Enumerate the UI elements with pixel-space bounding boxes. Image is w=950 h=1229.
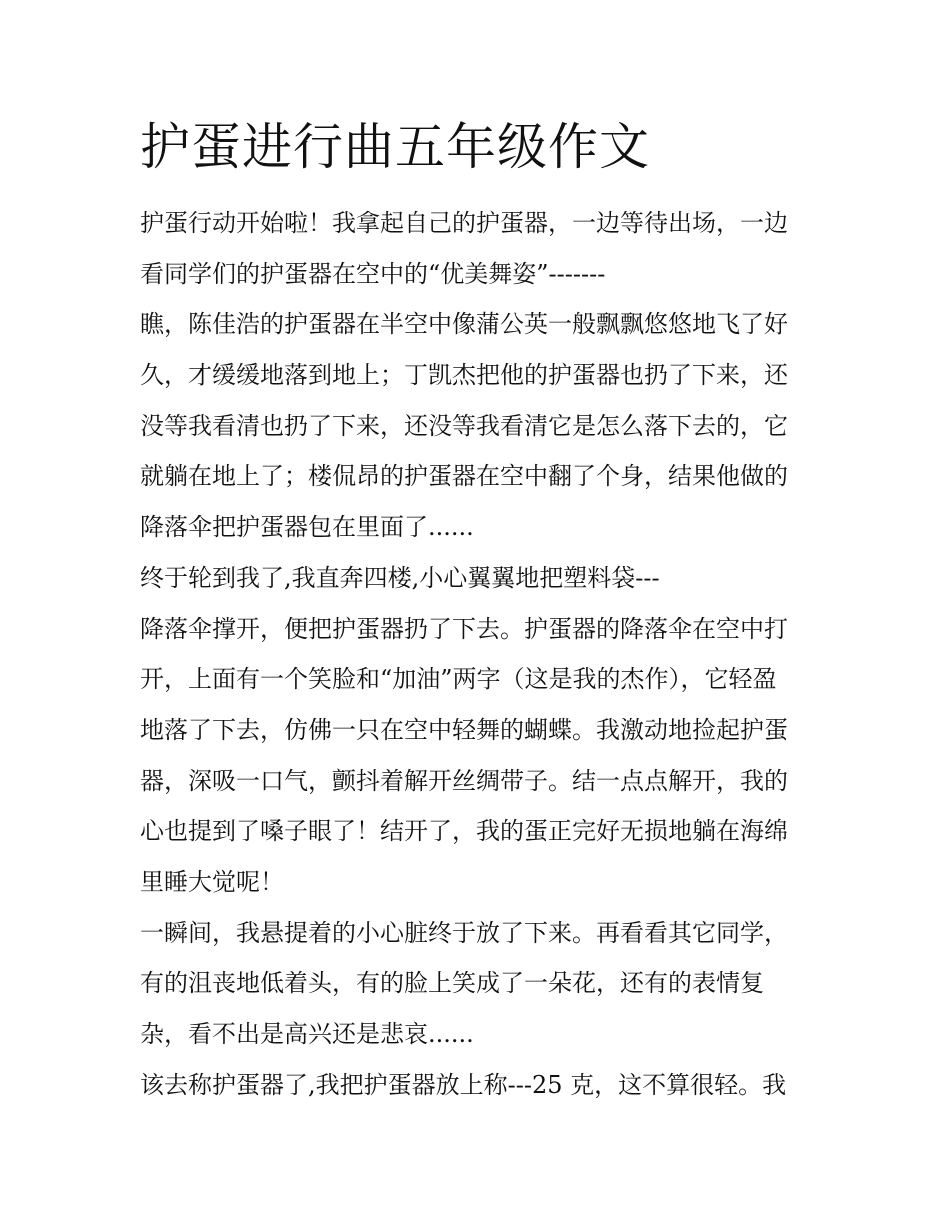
text-line: 瞧，陈佳浩的护蛋器在半空中像蒲公英一般飘飘悠悠地飞了好 xyxy=(140,310,788,339)
text-line: 该去称护蛋器了,我把护蛋器放上称---25 克，这不算很轻。我 xyxy=(140,1070,787,1099)
text-line: 没等我看清也扔了下来，还没等我看清它是怎么落下去的，它 xyxy=(140,411,788,440)
text-line: 器，深吸一口气，颤抖着解开丝绸带子。结一点点解开，我的 xyxy=(140,766,788,795)
text-line: 就躺在地上了；楼侃昂的护蛋器在空中翻了个身，结果他做的 xyxy=(140,462,788,491)
text-line: 里睡大觉呢！ xyxy=(140,867,284,896)
text-line: 有的沮丧地低着头，有的脸上笑成了一朵花，还有的表情复 xyxy=(140,969,764,998)
text-line: 一瞬间，我悬提着的小心脏终于放了下来。再看看其它同学， xyxy=(140,918,788,947)
text-line: 降落伞撑开，便把护蛋器扔了下去。护蛋器的降落伞在空中打 xyxy=(140,614,788,643)
text-line: 护蛋行动开始啦！我拿起自己的护蛋器，一边等待出场，一边 xyxy=(140,209,788,237)
text-line: 久，才缓缓地落到地上；丁凯杰把他的护蛋器也扔了下来，还 xyxy=(140,361,788,390)
text-line: 杂，看不出是高兴还是悲哀...... xyxy=(140,1020,474,1048)
text-line: 心也提到了嗓子眼了！结开了，我的蛋正完好无损地躺在海绵 xyxy=(140,817,788,846)
document-body xyxy=(140,198,820,1110)
text-line: 终于轮到我了,我直奔四楼,小心翼翼地把塑料袋--- xyxy=(140,563,660,592)
text-line: 降落伞把护蛋器包在里面了...... xyxy=(140,513,474,542)
text-line: 看同学们的护蛋器在空中的“优美舞姿”------- xyxy=(140,259,606,288)
text-line: 开，上面有一个笑脸和“加油”两字（这是我的杰作），它轻盈 xyxy=(140,665,777,694)
text-line: 地落了下去，仿佛一只在空中轻舞的蝴蝶。我激动地捡起护蛋 xyxy=(140,715,788,744)
document-title: 护蛋进行曲五年级作文 xyxy=(140,118,650,176)
